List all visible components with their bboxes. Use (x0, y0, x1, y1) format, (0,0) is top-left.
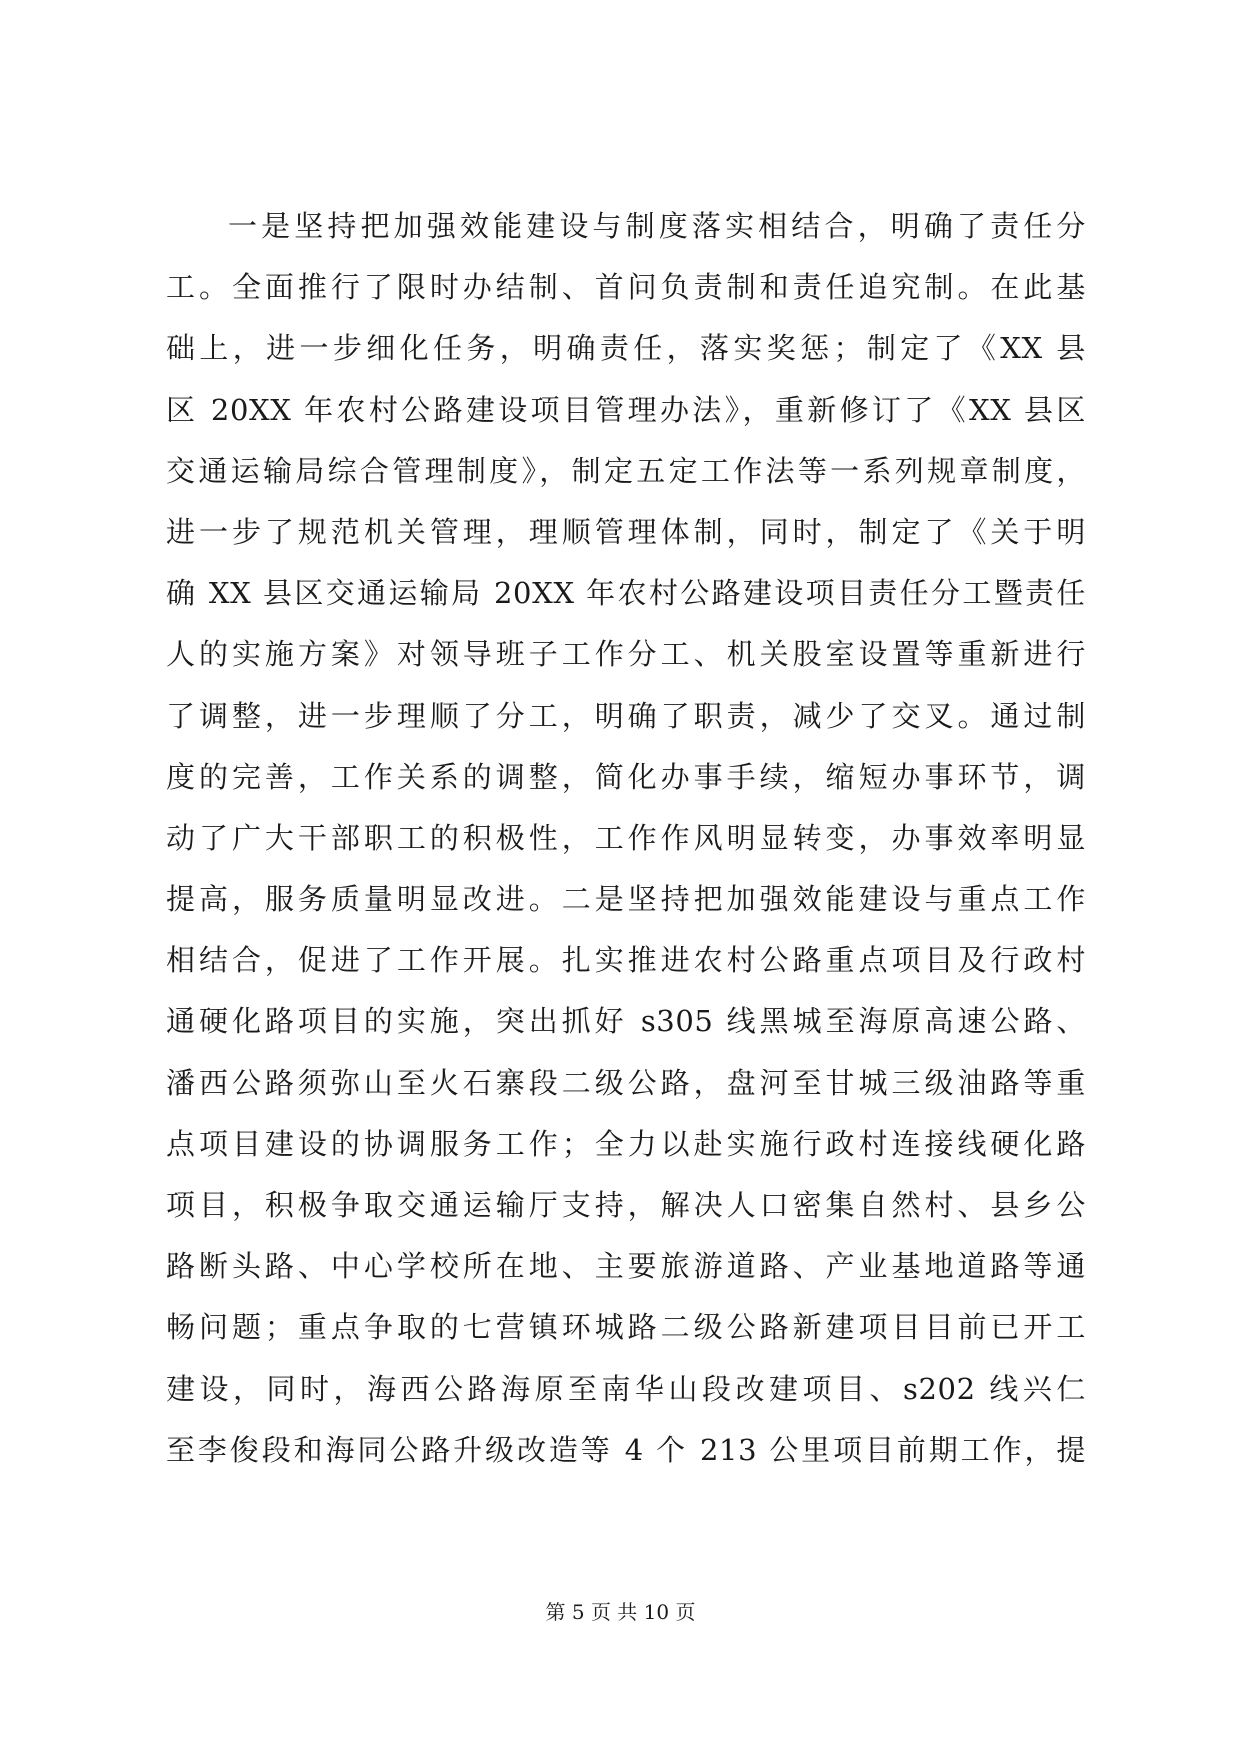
text-line: 项目，积极争取交通运输厅支持，解决人口密集自然村、县乡公 (166, 1188, 1086, 1222)
text-line: 动了广大干部职工的积极性，工作作风明显转变，办事效率明显 (166, 820, 1086, 855)
text-line: 路断头路、中心学校所在地、主要旅游道路、产业基地道路等通 (166, 1249, 1086, 1284)
text-line: 区 20XX 年农村公路建设项目管理办法》，重新修订了《XX 县区 (166, 392, 1086, 427)
text-line: 了调整，进一步理顺了分工，明确了职责，减少了交叉。通过制 (166, 698, 1086, 733)
page-number-footer: 第 5 页 共 10 页 (545, 1600, 696, 1624)
text-line: 度的完善，工作关系的调整，简化办事手续，缩短办事环节，调 (166, 759, 1086, 794)
text-line: 点项目建设的协调服务工作；全力以赴实施行政村连接线硬化路 (166, 1126, 1086, 1161)
text-line: 建设，同时，海西公路海原至南华山段改建项目、s202 线兴仁 (166, 1371, 1086, 1406)
text-line: 通硬化路项目的实施，突出抓好 s305 线黑城至海原高速公路、 (166, 1004, 1086, 1039)
text-line: 一是坚持把加强效能建设与制度落实相结合，明确了责任分 (228, 209, 1086, 243)
text-line: 工。全面推行了限时办结制、首问负责制和责任追究制。在此基 (166, 270, 1086, 305)
text-line: 相结合，促进了工作开展。扎实推进农村公路重点项目及行政村 (166, 943, 1086, 978)
text-line: 提高，服务质量明显改进。二是坚持把加强效能建设与重点工作 (166, 882, 1086, 917)
text-line: 交通运输局综合管理制度》，制定五定工作法等一系列规章制度， (166, 453, 1086, 488)
body-paragraph (166, 196, 1086, 1481)
text-line: 人的实施方案》对领导班子工作分工、机关股室设置等重新进行 (166, 637, 1086, 672)
text-line: 进一步了规范机关管理，理顺管理体制，同时，制定了《关于明 (166, 514, 1086, 549)
text-line: 潘西公路须弥山至火石寨段二级公路，盘河至甘城三级油路等重 (166, 1065, 1086, 1100)
text-line: 畅问题；重点争取的七营镇环城路二级公路新建项目目前已开工 (166, 1310, 1086, 1345)
text-line: 础上，进一步细化任务，明确责任，落实奖惩；制定了《XX 县 (166, 331, 1086, 366)
text-line: 至李俊段和海同公路升级改造等 4 个 213 公里项目前期工作，提 (166, 1432, 1086, 1467)
text-line: 确 XX 县区交通运输局 20XX 年农村公路建设项目责任分工暨责任 (166, 576, 1086, 611)
